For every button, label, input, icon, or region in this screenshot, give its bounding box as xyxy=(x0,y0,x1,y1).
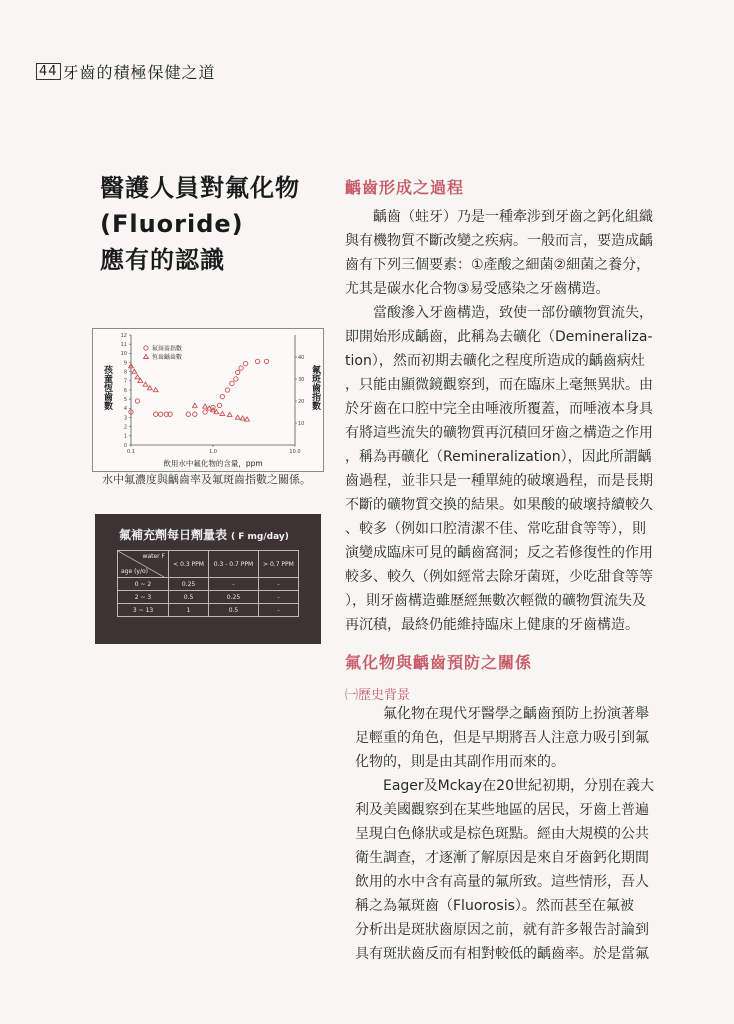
para-line: tion），然而初期去礦化之程度所造成的齲齒病灶 xyxy=(345,353,645,369)
dose-value-cell: - xyxy=(209,578,259,591)
dose-value-cell: 0.25 xyxy=(169,578,209,591)
para-line: ，稱為再礦化（Remineralization），因此所謂齲 xyxy=(345,449,652,465)
section2-para-b xyxy=(355,774,710,966)
table-row xyxy=(118,578,299,591)
dose-age-cell: 3 ~ 13 xyxy=(118,604,169,617)
para-line: 再沉積，最終仍能維持臨床上健康的牙齒構造。 xyxy=(345,617,639,633)
data-point-circle xyxy=(153,412,157,416)
x-tick-label: 1.0 xyxy=(209,449,217,455)
dose-value-cell: 0.25 xyxy=(209,591,259,604)
section1-para-b xyxy=(345,301,710,637)
data-point-triangle xyxy=(227,412,232,416)
data-point-circle xyxy=(235,370,239,374)
legend-circle-icon xyxy=(144,346,148,350)
para-line: 稱之為氟斑齒（Fluorosis）。然而甚至在氟被 xyxy=(355,898,634,914)
x-axis-label: 飲用水中氟化物的含量，ppm xyxy=(163,459,263,468)
fluoride-chart xyxy=(92,328,324,472)
x-tick-label: 0.1 xyxy=(127,449,135,455)
para-line: 即開始形成齲齒，此稱為去礦化（Demineraliza- xyxy=(345,329,653,345)
section2-heading: 氟化物與齲齒預防之關係 xyxy=(345,653,533,672)
y-tick-label: 5 xyxy=(123,396,127,403)
data-point-circle xyxy=(193,412,197,416)
y-tick-label: 8 xyxy=(123,369,127,376)
data-point-circle xyxy=(230,381,234,385)
para-line: 齒有下列三個要素：①產酸之細菌②細菌之養分， xyxy=(345,257,651,273)
article-title-line2: (Fluoride) xyxy=(100,210,244,238)
para-line: 氟化物在現代牙醫學之齲齒預防上扮演著舉 xyxy=(383,706,649,722)
dose-value-cell: - xyxy=(258,604,298,617)
legend-label-fluorosis: 氟斑齒指數 xyxy=(152,345,183,353)
data-point-circle xyxy=(217,403,221,407)
para-line: 分析出是斑狀齒原因之前，就有許多報告討論到 xyxy=(355,922,649,938)
corner-bottom-label: age (y/o) xyxy=(121,568,149,575)
y2-tick-label: 30 xyxy=(298,376,305,383)
para-line: 呈現白色條狀或是棕色斑點。經由大規模的公共 xyxy=(355,826,649,842)
data-point-triangle xyxy=(235,415,240,419)
y2-tick-label: 20 xyxy=(298,398,305,405)
data-point-circle xyxy=(220,394,224,398)
dose-table-header-row xyxy=(118,551,299,578)
dose-table-unit: ( F mg/day) xyxy=(231,532,289,542)
para-line: 衛生調查，才逐漸了解原因是來自牙齒鈣化期間 xyxy=(355,850,649,866)
y-tick-label: 12 xyxy=(120,332,127,339)
dose-table-title xyxy=(119,526,289,543)
dose-table-title-text: 氟補充劑每日劑量表 xyxy=(119,528,228,542)
y-tick-label: 9 xyxy=(123,360,127,367)
para-line: ，只能由顯微鏡觀察到，而在臨床上毫無異狀。由 xyxy=(345,377,653,393)
data-point-triangle xyxy=(192,403,197,407)
y-tick-label: 7 xyxy=(123,378,127,385)
para-line: 不斷的礦物質交換的結果。如果酸的破壞持續較久 xyxy=(345,497,653,513)
table-row xyxy=(118,604,299,617)
y-tick-label: 6 xyxy=(123,387,127,394)
para-line: 化物的，則是由其副作用而來的。 xyxy=(355,754,565,770)
para-line: 齒過程，並非只是一種單純的破壞過程，而是長期 xyxy=(345,473,653,489)
dose-value-cell: 0.5 xyxy=(209,604,259,617)
dose-table-panel xyxy=(95,514,321,644)
para-line: 齲齒（蛀牙）乃是一種牽涉到牙齒之鈣化組織 xyxy=(373,209,653,225)
para-line: 、較多（例如口腔清潔不佳、常吃甜食等等），則 xyxy=(345,521,646,537)
y-tick-label: 11 xyxy=(120,341,127,348)
para-line: 演變成臨床可見的齲齒窩洞；反之若修復性的作用 xyxy=(345,545,653,561)
chart-svg xyxy=(93,329,323,471)
dose-age-cell: 2 ~ 3 xyxy=(118,591,169,604)
y-tick-label: 4 xyxy=(123,406,127,413)
section1-para-a xyxy=(345,205,710,301)
data-point-circle xyxy=(135,399,139,403)
y-tick-label: 3 xyxy=(123,415,127,422)
data-point-triangle xyxy=(245,417,250,421)
para-line: 具有斑狀齒反而有相對較低的齲齒率。於是當氟 xyxy=(355,946,649,962)
para-line: 足輕重的角色，但是早期將吾人注意力吸引到氟 xyxy=(355,730,649,746)
para-line: 與有機物質不斷改變之疾病。一般而言，要造成齲 xyxy=(345,233,653,249)
article-title-line1: 醫護人員對氟化物 xyxy=(100,174,300,202)
dose-col-header: 0.3 - 0.7 PPM xyxy=(209,551,259,578)
running-header xyxy=(36,60,216,83)
dose-value-cell: - xyxy=(258,578,298,591)
data-point-circle xyxy=(239,366,243,370)
para-line: 尤其是碳水化合物③易受感染之牙齒構造。 xyxy=(345,281,610,297)
section2-para-a xyxy=(355,702,710,774)
para-line: ），則牙齒構造雖歷經無數次輕微的礦物質流失及 xyxy=(345,593,646,609)
dose-table-corner xyxy=(118,551,169,578)
section2-subheading: ㈠歷史背景 xyxy=(345,688,411,703)
y2-tick-label: 10 xyxy=(298,420,305,427)
data-point-circle xyxy=(234,377,238,381)
corner-top-label: water F xyxy=(142,553,165,560)
table-row xyxy=(118,591,299,604)
chart-caption: 水中氟濃度與齲齒率及氟斑齒指數之關係。 xyxy=(102,473,311,486)
para-line: 飲用的水中含有高量的氟所致。這些情形，吾人 xyxy=(355,874,649,890)
data-point-triangle xyxy=(240,416,245,420)
legend-triangle-icon xyxy=(144,355,149,359)
data-point-circle xyxy=(186,412,190,416)
section1-heading: 齲齒形成之過程 xyxy=(345,178,465,197)
data-point-triangle xyxy=(135,375,140,379)
para-line: Eager及Mckay在20世紀初期，分別在義大 xyxy=(383,778,654,794)
data-point-circle xyxy=(158,412,162,416)
dose-table xyxy=(117,550,299,617)
data-point-triangle xyxy=(132,369,137,373)
dose-col-header: < 0.3 PPM xyxy=(169,551,209,578)
left-axis-label: 孩童恆齒數 xyxy=(102,365,112,410)
data-point-triangle xyxy=(153,388,158,392)
data-point-triangle xyxy=(203,404,208,408)
y-tick-label: 1 xyxy=(123,433,127,440)
x-tick-label: 10.0 xyxy=(289,449,301,455)
dose-col-header: > 0.7 PPM xyxy=(258,551,298,578)
y-tick-label: 0 xyxy=(123,442,127,449)
data-point-triangle xyxy=(143,382,148,386)
right-axis-label: 氟斑齒指數 xyxy=(310,365,320,410)
book-title: 牙齒的積極保健之道 xyxy=(62,63,216,82)
dose-value-cell: 0.5 xyxy=(169,591,209,604)
dose-value-cell: - xyxy=(258,591,298,604)
data-point-circle xyxy=(225,388,229,392)
dose-value-cell: 1 xyxy=(169,604,209,617)
data-point-circle xyxy=(255,359,259,363)
article-title-line3: 應有的認識 xyxy=(100,246,225,274)
article-title xyxy=(100,170,300,278)
legend-label-caries: 恆齒齲齒數 xyxy=(152,354,183,361)
para-line: 有將這些流失的礦物質再沉積回牙齒之構造之作用 xyxy=(345,425,653,441)
data-point-triangle xyxy=(220,411,225,415)
page-number: 44 xyxy=(36,63,61,80)
y-tick-label: 10 xyxy=(120,351,127,358)
data-point-circle xyxy=(243,361,247,365)
para-line: 較多、較久（例如經常去除牙菌斑，少吃甜食等等 xyxy=(345,569,653,585)
para-line: 於牙齒在口腔中完全由唾液所覆蓋，而唾液本身具 xyxy=(345,401,653,417)
dose-age-cell: 0 ~ 2 xyxy=(118,578,169,591)
para-line: 當酸滲入牙齒構造，致使一部份礦物質流失， xyxy=(373,305,653,321)
data-point-circle xyxy=(264,359,268,363)
para-line: 利及美國觀察到在某些地區的居民，牙齒上普遍 xyxy=(355,802,649,818)
y-tick-label: 2 xyxy=(123,424,127,431)
y2-tick-label: 40 xyxy=(298,354,305,361)
